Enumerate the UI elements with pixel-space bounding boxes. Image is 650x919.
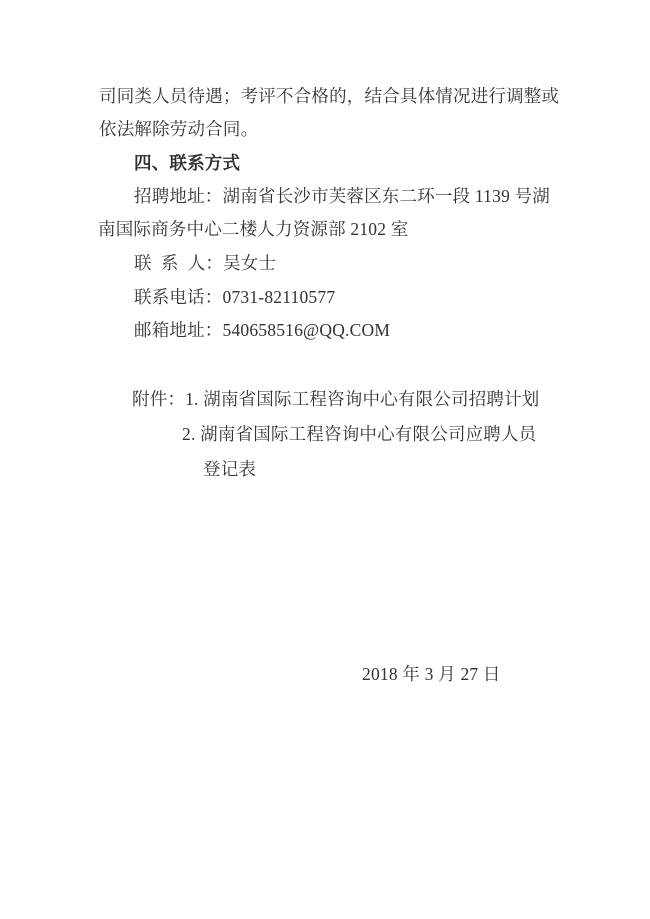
recruit-address-line-1: 招聘地址：湖南省长沙市芙蓉区东二环一段 1139 号湖 [134,186,550,206]
body-continuation-line-1: 司同类人员待遇；考评不合格的，结合具体情况进行调整或 [99,86,560,106]
date-line: 2018 年 3 月 27 日 [362,664,501,684]
contact-email-line: 邮箱地址：540658516@QQ.COM [134,320,391,340]
body-continuation-line-2: 依法解除劳动合同。 [99,119,259,139]
recruit-address-line-2: 南国际商务中心二楼人力资源部 2102 室 [98,219,409,239]
contact-person-line: 联 系 人：吴女士 [134,253,277,273]
section-heading-contact: 四、联系方式 [134,153,241,173]
attachment-line-2: 2. 湖南省国际工程咨询中心有限公司应聘人员 [182,424,537,444]
contact-phone-line: 联系电话：0731-82110577 [134,287,336,307]
attachment-line-3: 登记表 [203,459,257,479]
attachment-line-1: 附件：1. 湖南省国际工程咨询中心有限公司招聘计划 [132,389,540,409]
